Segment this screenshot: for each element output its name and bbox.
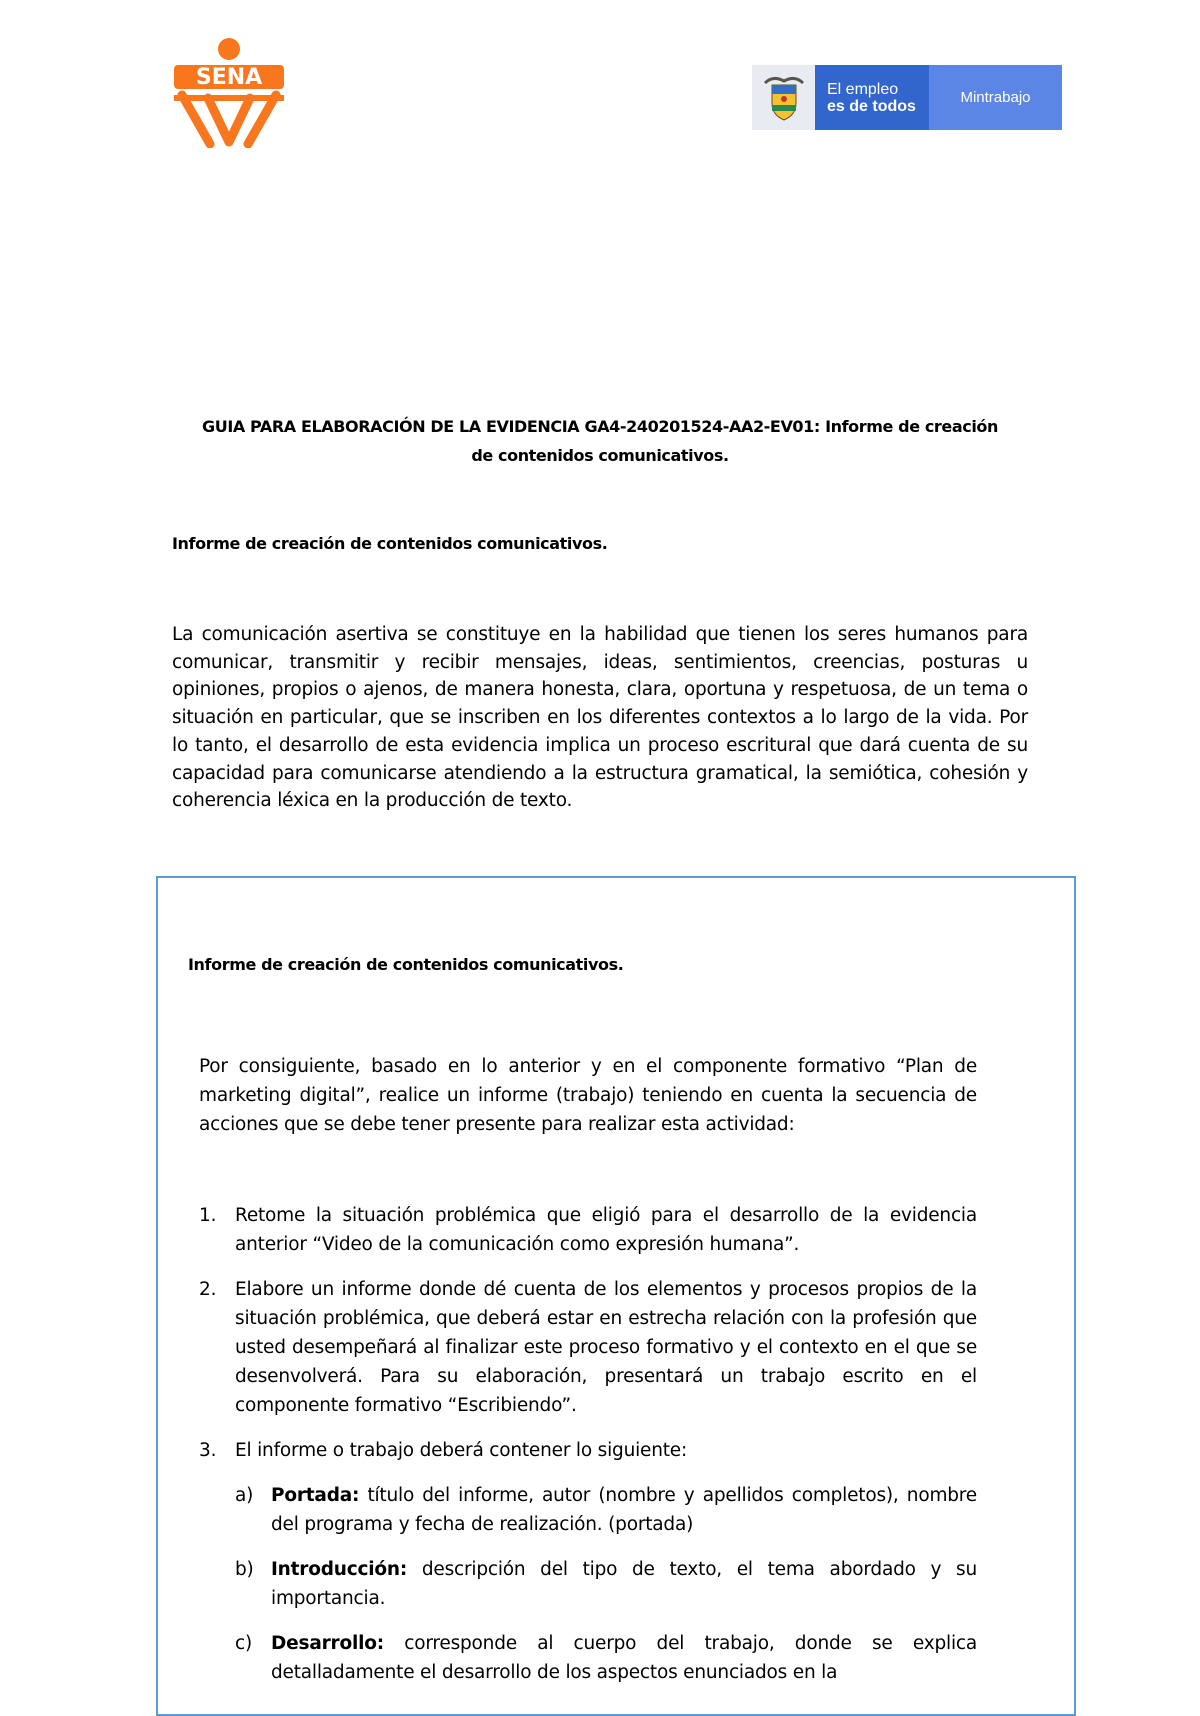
sub-item-label: Introducción: (271, 1559, 408, 1580)
steps-list (199, 1201, 977, 1703)
sub-item-label: Portada: (271, 1485, 360, 1506)
list-item (199, 1436, 977, 1687)
document-title (170, 412, 1030, 470)
box-heading: Informe de creación de contenidos comunicativos. (188, 955, 624, 974)
sub-item-label: Desarrollo: (271, 1633, 384, 1654)
colombia-coat-of-arms-icon (752, 65, 815, 130)
sub-list-item (235, 1555, 977, 1613)
sub-item-letter: a) (235, 1485, 254, 1506)
step-text: El informe o trabajo deberá contener lo siguiente: (235, 1440, 688, 1461)
sub-list-item (235, 1629, 977, 1687)
sub-list-item (235, 1481, 977, 1539)
government-banner (752, 65, 1062, 130)
sena-logo-text: SENA (195, 65, 263, 90)
instructions-box (156, 876, 1076, 1716)
document-title-line2: de contenidos comunicativos. (471, 446, 729, 465)
section-heading: Informe de creación de contenidos comunicativos. (172, 534, 608, 553)
step-number: 2. (199, 1279, 217, 1300)
sub-item-letter: c) (235, 1633, 252, 1654)
sena-logo (172, 38, 286, 148)
step-text: Elabore un informe donde dé cuenta de los elementos y procesos propios de la situación problémica, que deberá estar en estrecha relación con la profesión que usted desempeñará al finalizar este proceso formativo y el contexto en el que se desenvolverá. Para su elaboración, presentará un trabajo escrito en el componente formativo “Escribiendo”. (235, 1279, 977, 1416)
sub-item-letter: b) (235, 1559, 254, 1580)
step-number: 3. (199, 1440, 217, 1461)
box-intro-paragraph: Por consiguiente, basado en lo anterior y en el componente formativo “Plan de marketing digital”, realice un informe (trabajo) teniendo en cuenta la secuencia de acciones que se debe tener presente para realizar esta actividad: (199, 1056, 977, 1135)
step-text: Retome la situación problémica que eligió para el desarrollo de la evidencia anterior “Video de la comunicación como expresión humana”. (235, 1205, 977, 1255)
list-item (199, 1275, 977, 1420)
sub-item-text: corresponde al cuerpo del trabajo, donde se explica detalladamente el desarrollo de los aspectos enunciados en la (271, 1633, 977, 1683)
document-title-line1: GUIA PARA ELABORACIÓN DE LA EVIDENCIA GA4-240201524-AA2-EV01: Informe de creación (202, 417, 998, 436)
gov-slogan-line1: El empleo (827, 80, 899, 98)
step-number: 1. (199, 1205, 217, 1226)
sub-item-text: descripción del tipo de texto, el tema abordado y su importancia. (271, 1559, 977, 1609)
intro-paragraph: La comunicación asertiva se constituye en la habilidad que tienen los seres humanos para comunicar, transmitir y recibir mensajes, ideas, sentimientos, creencias, posturas u opiniones, propios o ajenos, de manera honesta, clara, oportuna y respetuosa, de un tema o situación en particular, que se inscriben en los diferentes contextos a lo largo de la vida. Por lo tanto, el desarrollo de esta evidencia implica un proceso escritural que dará cuenta de su capacidad para comunicarse atendiendo a la estructura gramatical, la semiótica, cohesión y coherencia léxica en la producción de texto. (172, 624, 1028, 812)
list-item (199, 1201, 977, 1259)
gov-slogan-line2: es de todos (827, 97, 916, 115)
sub-item-text: título del informe, autor (nombre y apellidos completos), nombre del programa y fecha de realización. (portada) (271, 1485, 977, 1535)
gov-slogan (815, 65, 929, 130)
ministry-label: Mintrabajo (929, 65, 1062, 130)
